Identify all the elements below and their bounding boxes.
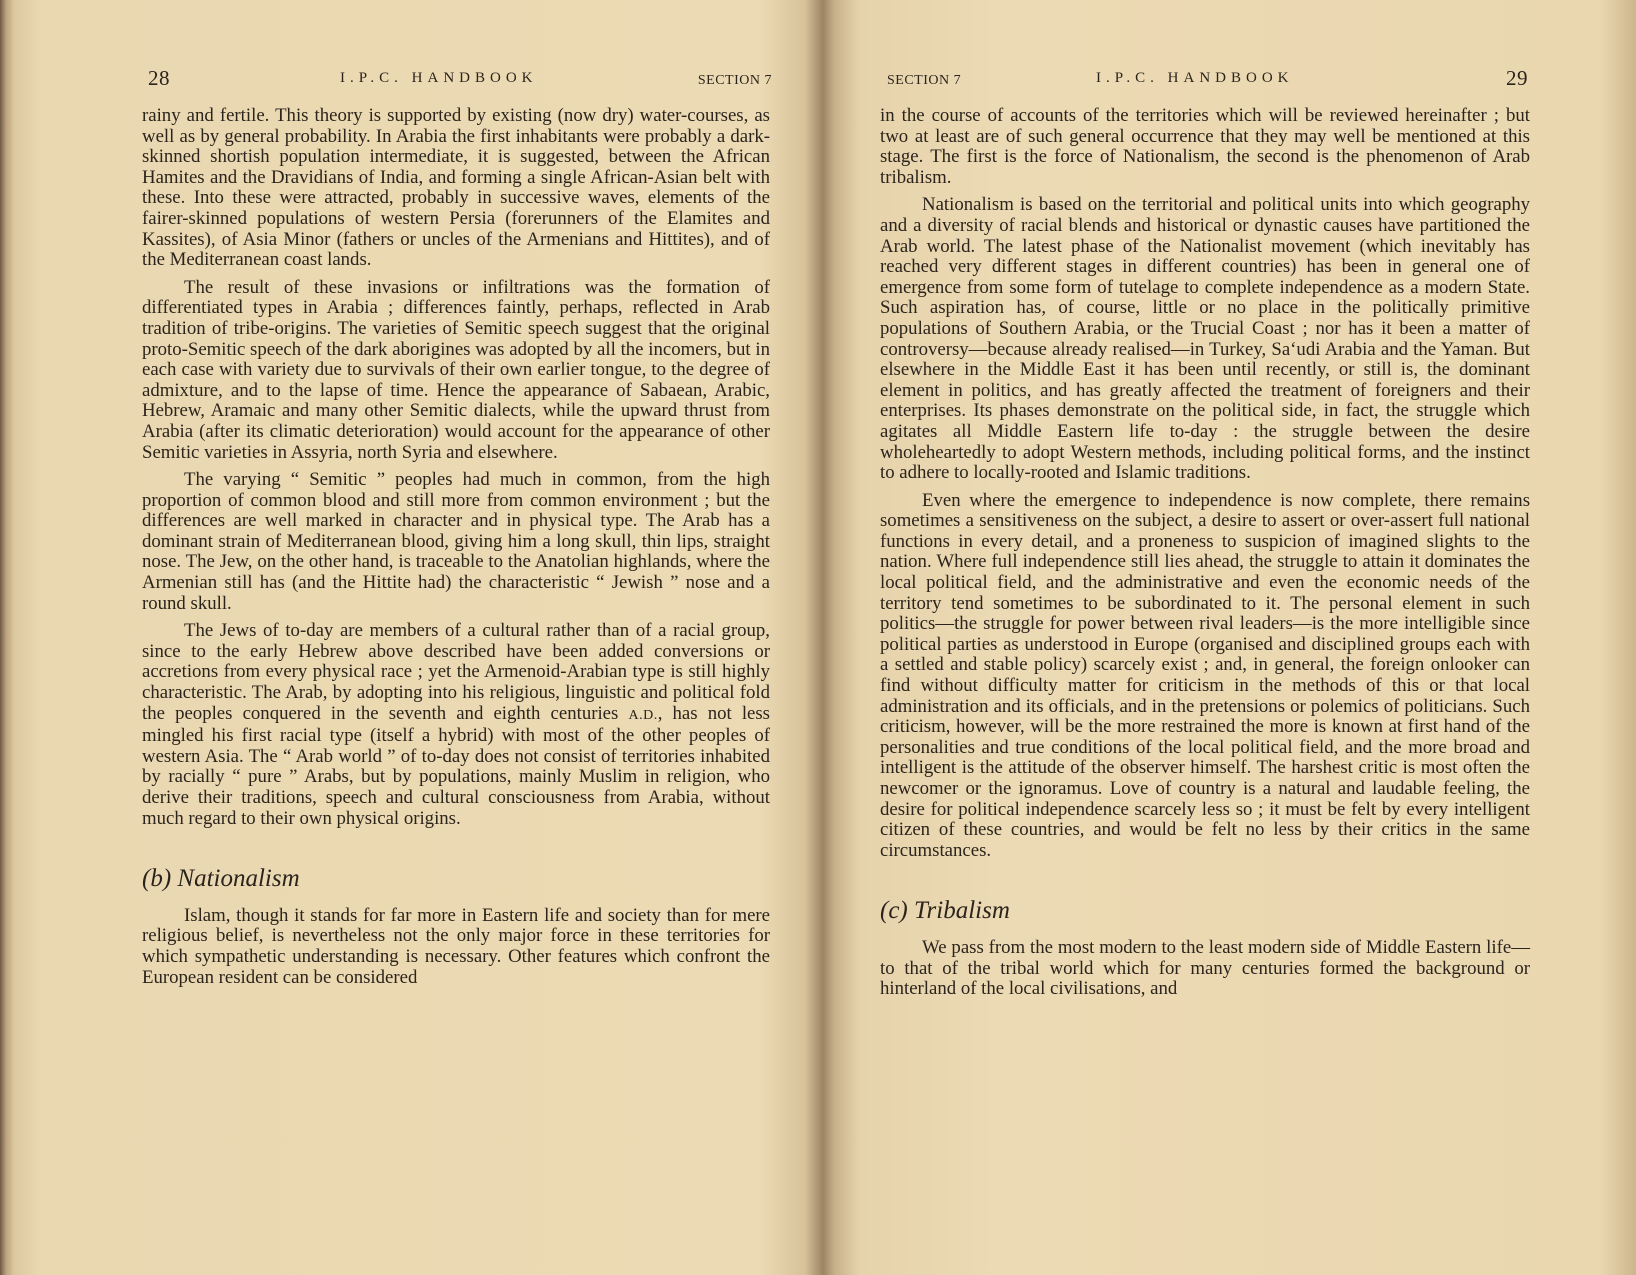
page-number: 29	[1506, 66, 1528, 90]
section-heading	[142, 865, 770, 893]
section-heading	[880, 897, 1530, 925]
paragraph: Even where the emergence to independence is now complete, there remains sometimes a sensitiveness on the subject, a desire to assert or over-assert full national functions in every detail, and a proneness to suspicion of imagined slights to the nation. Where full independence still lies ahead, the struggle to attain it dominates the local political field, and the administrative and even the economic needs of the territory tend sometimes to be subordinated to it. The personal element in such politics—the struggle for power between rival leaders—is the more intelligible since political parties as understood in Europe (organised and disciplined groups each with a settled and stable policy) scarcely exist ; and, in general, the foreign onlooker can find without difficulty matter for criticism in the methods of this or that local administration and its officials, and in the pretensions or polemics of politicians. Such criticism, however, will be the more restrained the more is known at first hand of the personalities and true conditions of the local political field, and the more broad and intelligent is the attitude of the observer himself. The harshest critic is most often the newcomer or the ignoramus. Love of country is a natural and laudable feeling, the desire for political independence scarcely less so ; it must be felt by every intelligent citizen of these countries, and would be felt no less by their critics in the same circumstances.	[880, 489, 1530, 861]
paragraph: in the course of accounts of the territories which will be reviewed hereinafter ; but two at least are of such general occurrence that they may well be mentioned at this stage. The first is the force of Nationalism, the second is the phenomenon of Arab tribalism.	[880, 105, 1530, 188]
section-letter: (c)	[880, 897, 908, 925]
section-label: SECTION 7	[887, 73, 962, 88]
section-title: Nationalism	[177, 865, 300, 893]
paragraph: Islam, though it stands for far more in Eastern life and society than for mere religious belief, is nevertheless not the only major force in these territories for which sympathetic understanding is necessary. Other features which confront the European resident can be considered	[142, 904, 770, 988]
paragraph: Nationalism is based on the territorial and political units into which geography and a diversity of racial blends and historical or dynastic causes have partitioned the Arab world. The latest phase of the Nationalist movement (which inevitably has reached very different stages in different countries) has been in general one of emergence from some form of tutelage to complete independence as a modern State. Such aspiration has, of course, little or no place in the politically primitive populations of Southern Arabia, or the Trucial Coast ; nor has it been a matter of controversy—because already realised—in Turkey, Sa‘udi Arabia and the Yaman. But elsewhere in the Middle East it has been until recently, or still is, the dominant element in politics, and has greatly affected the treatment of foreigners and their enterprises. Its phases demonstrate on the political side, in fact, the struggle which agitates all Middle Eastern life to-day : the struggle between the desire wholeheartedly to adopt Western methods, including political forms, and the instinct to adhere to locally-rooted and Islamic traditions.	[880, 194, 1530, 484]
page-header	[882, 66, 1534, 96]
section-title: Tribalism	[914, 897, 1010, 925]
paragraph: We pass from the most modern to the least modern side of Middle Eastern life—to that of the tribal world which for many centuries formed the background or hinterland of the local civilisations, and	[880, 936, 1530, 1000]
paragraph-text: The Jews of to-day are members of a cultural rather than of a racial group, since to the early Hebrew above described have been added conversions or accretions from every physical race ; yet the Armenoid-Arabian type is still highly characteristic. The Arab, by adopting into his religious, linguistic and political fold the peoples conquered in the seventh and eighth centuries	[142, 620, 770, 724]
paragraph: rainy and fertile. This theory is supported by existing (now dry) water-courses, as well as by general probability. In Arabia the first inhabitants were probably a dark-skinned shortish population intermediate, it is suggested, between the African Hamites and the Dravidians of India, and forming a single African-Asian belt with these. Into these were attracted, probably in successive waves, elements of the fairer-skinned populations of western Persia (forerunners of the Elamites and Kassites), of Asia Minor (fathers or uncles of the Armenians and Hittites), and of the Mediterranean coast lands.	[142, 105, 770, 271]
paragraph: The varying “ Semitic ” peoples had much in common, from the high proportion of common blood and still more from common environment ; but the differences are well marked in character and in physical type. The Arab has a dominant strain of Mediterranean blood, giving him a long skull, thin lips, straight nose. The Jew, on the other hand, is traceable to the Anatolian highlands, where the Armenian still has (and the Hittite had) the characteristic “ Jewish ” nose and a round skull.	[142, 469, 770, 614]
section-label: SECTION 7	[697, 73, 772, 88]
page-header	[140, 66, 772, 96]
paragraph: The result of these invasions or infiltrations was the formation of differentiated types in Arabia ; differences faintly, perhaps, reflected in Arab tradition of tribe-origins. The varieties of Semitic speech suggest that the original proto-Semitic speech of the dark aborigines was adopted by all the incomers, but in each case with variety due to survivals of their own earlier tongue, to the degree of admixture, and to the lapse of time. Hence the appearance of Sabaean, Arabic, Hebrew, Aramaic and many other Semitic dialects, while the upward thrust from Arabia (after its climatic deterioration) would account for the appearance of other Semitic varieties in Assyria, north Syria and elsewhere.	[142, 276, 770, 463]
page-body	[880, 106, 1530, 1007]
right-page	[824, 0, 1636, 1275]
page-number: 28	[148, 66, 170, 90]
section-letter: (b)	[142, 865, 172, 893]
page-body	[142, 106, 770, 995]
running-title: I.P.C. HANDBOOK	[1096, 70, 1294, 86]
paragraph-text: , has not less mingled his first racial type (itself a hybrid) with most of the other peoples of western Asia. The “ Arab world ” of to-day does not consist of territories inhabited by racially “ pure ” Arabs, but by populations, mainly Muslim in religion, who derive their traditions, speech and cultural consciousness from Arabia, without much regard to their own physical origins.	[142, 702, 770, 829]
paragraph	[142, 621, 770, 829]
era-abbreviation: A.D.	[628, 707, 658, 723]
running-title: I.P.C. HANDBOOK	[340, 70, 538, 86]
